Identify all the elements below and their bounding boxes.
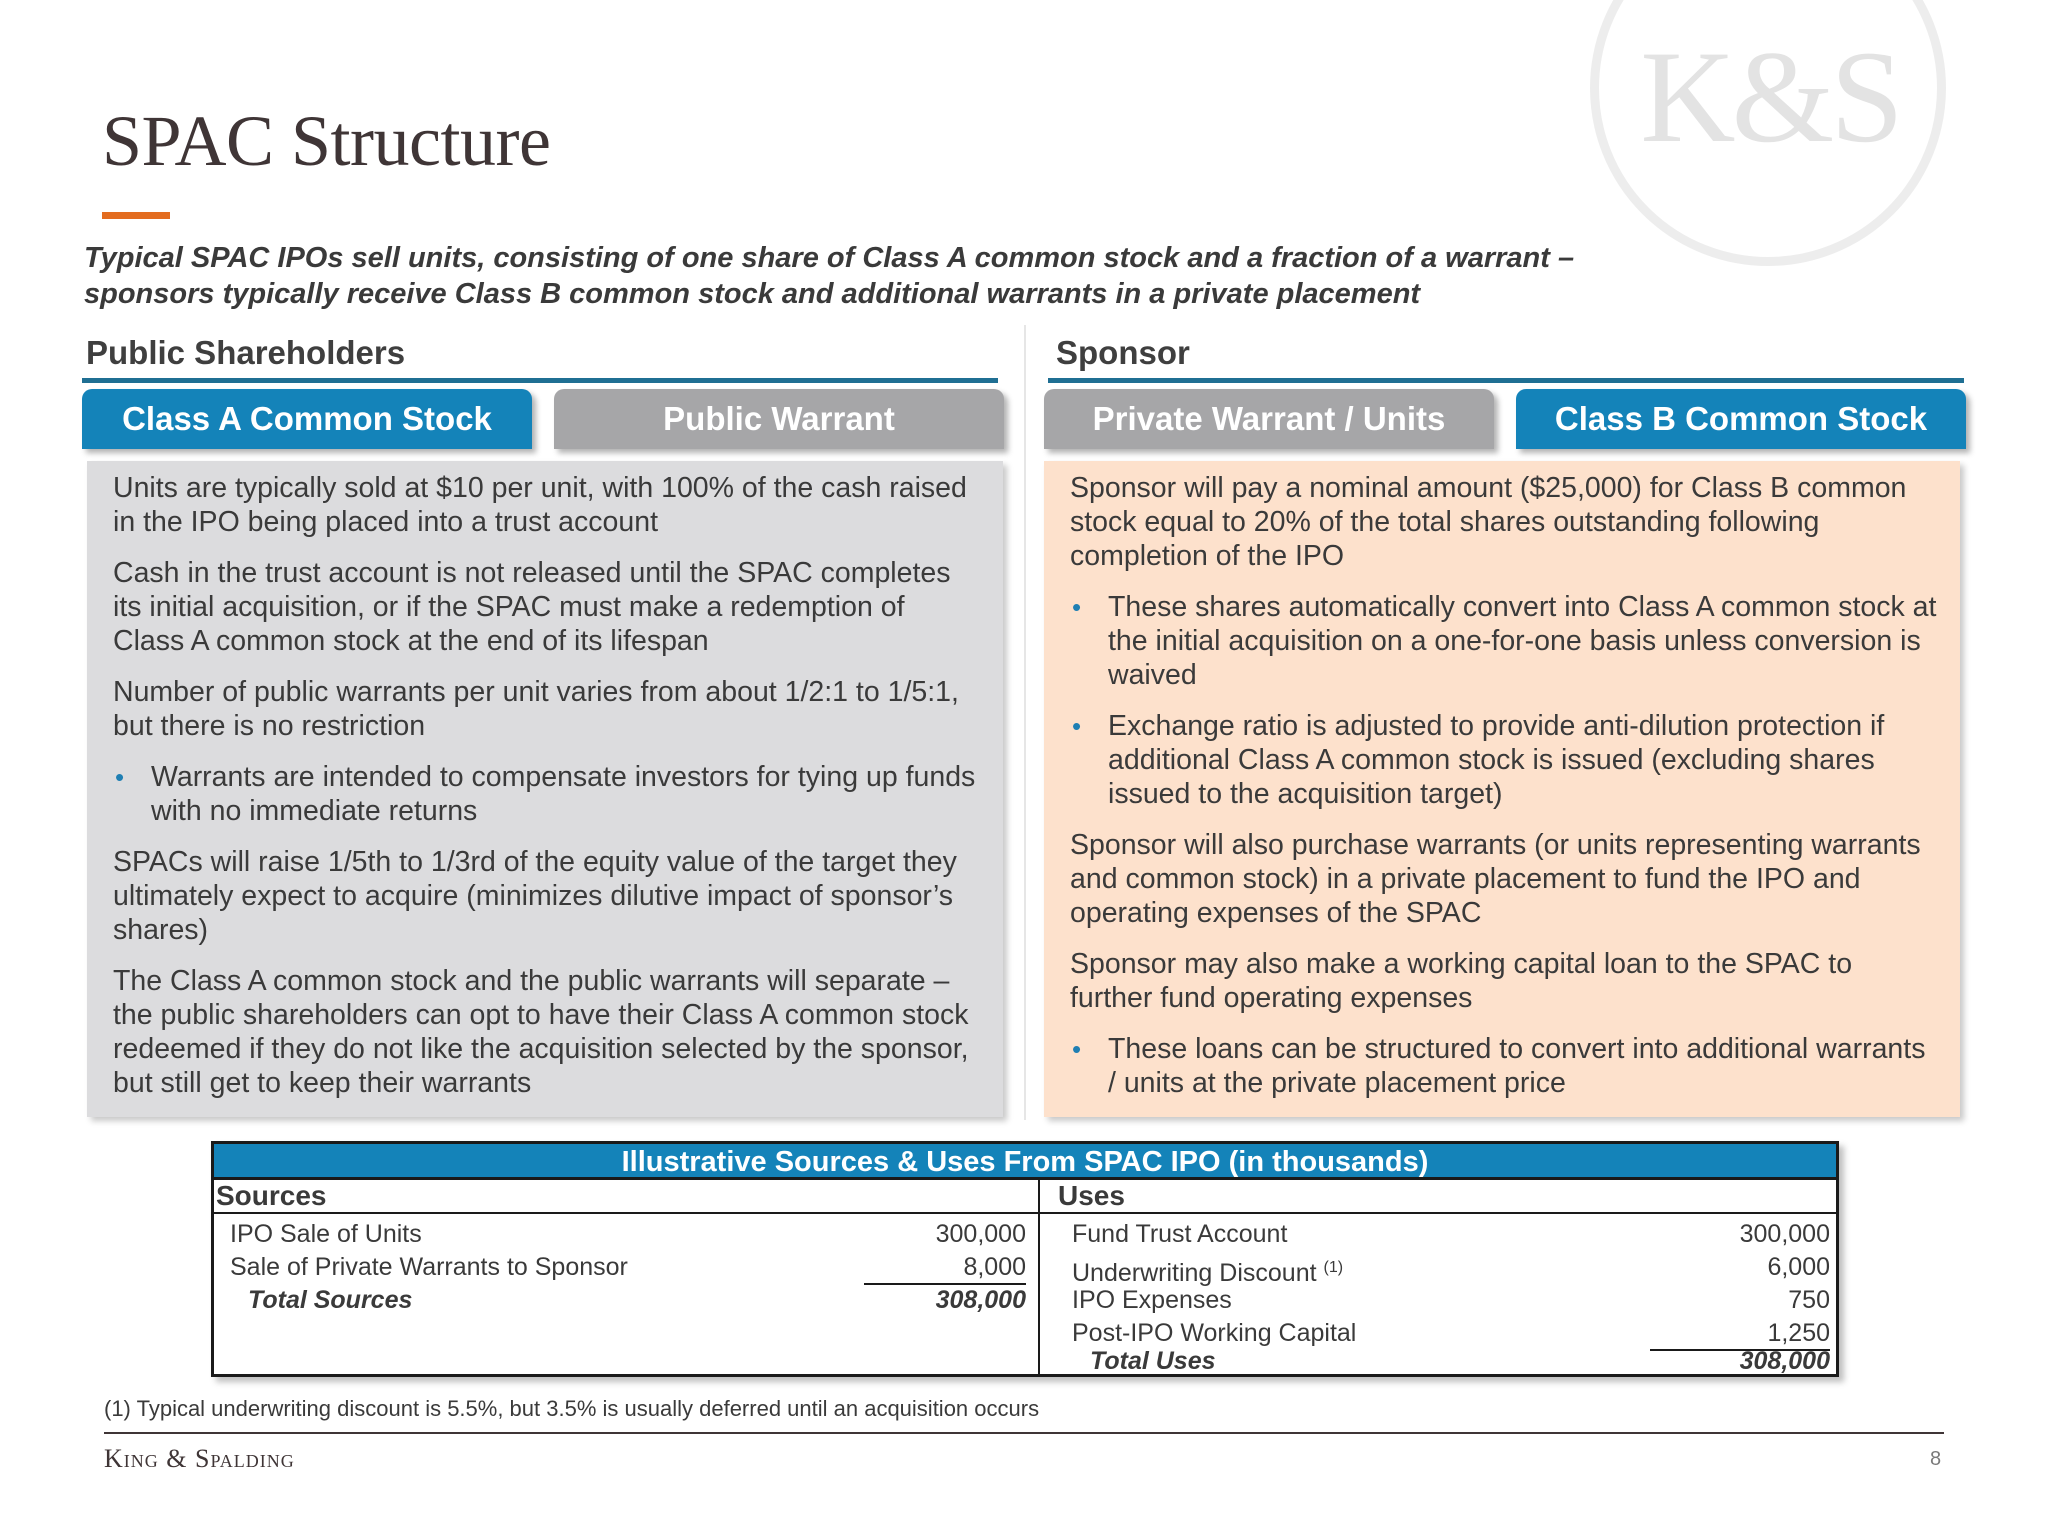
row-value: 750	[1788, 1286, 1830, 1314]
subtitle: Typical SPAC IPOs sell units, consisting of one share of Class A common stock and a fraction of a warrant – sponsors typically receive Class B common stock and additional warrants in a private placement	[84, 242, 1575, 310]
bullet-icon: •	[1072, 711, 1082, 741]
row-label: Sale of Private Warrants to Sponsor	[230, 1253, 628, 1281]
table-title: Illustrative Sources & Uses From SPAC IPO (in thousands)	[214, 1144, 1836, 1180]
row-value: 6,000	[1767, 1253, 1830, 1281]
sponsor-panel	[1044, 461, 1960, 1117]
public-paragraph: SPACs will raise 1/5th to 1/3rd of the equity value of the target they ultimately expect to acquire (minimizes dilutive impact of sponsor’s shares)	[113, 846, 957, 946]
tab-class-b-common-stock[interactable]: Class B Common Stock	[1516, 389, 1966, 449]
page-title: SPAC Structure	[102, 101, 551, 181]
public-paragraph: Cash in the trust account is not released until the SPAC completes its initial acquisition, or if the SPAC must make a redemption of Class A common stock at the end of its lifespan	[113, 557, 951, 657]
row-label: IPO Sale of Units	[230, 1220, 422, 1248]
public-bullet-item	[113, 760, 981, 828]
sponsor-bullet-item	[1070, 1032, 1938, 1100]
footer-brand-logo: King & Spalding	[104, 1444, 295, 1473]
uses-total-row	[1072, 1345, 1830, 1378]
row-value: 308,000	[935, 1286, 1026, 1314]
public-section-rule	[82, 378, 998, 383]
footnote-marker: (1)	[1323, 1259, 1344, 1276]
logo: K&S	[1640, 23, 1900, 170]
sources-header: Sources	[216, 1180, 327, 1211]
footnote: (1) Typical underwriting discount is 5.5%, but 3.5% is usually deferred until an acquisition occurs	[104, 1396, 1040, 1421]
row-label: Total Uses	[1090, 1347, 1216, 1375]
row-label-text: Underwriting Discount	[1072, 1259, 1317, 1287]
table-column-divider	[1038, 1180, 1040, 1374]
row-label: Total Sources	[248, 1286, 413, 1314]
bullet-text: These loans can be structured to convert into additional warrants / units at the private placement price	[1108, 1033, 1926, 1099]
table-row	[230, 1218, 1026, 1251]
page-number: 8	[1930, 1448, 1942, 1470]
uses-header: Uses	[1058, 1180, 1125, 1211]
row-value: 8,000	[963, 1253, 1026, 1281]
public-paragraph: Units are typically sold at $10 per unit, with 100% of the cash raised in the IPO being placed into a trust account	[113, 472, 967, 538]
center-divider	[1024, 325, 1026, 1120]
tab-private-warrant-units[interactable]: Private Warrant / Units	[1044, 389, 1494, 449]
footer-rule	[104, 1432, 1944, 1434]
sponsor-bullet-item	[1070, 590, 1938, 692]
public-paragraph: The Class A common stock and the public warrants will separate – the public shareholders can opt to have their Class A common stock redeemed if they do not like the acquisition selected by the sponsor, but still get to keep their warrants	[113, 965, 969, 1099]
bullet-icon: •	[1072, 592, 1082, 622]
table-row	[1072, 1284, 1830, 1317]
row-label: Fund Trust Account	[1072, 1220, 1288, 1248]
table-header-rule	[214, 1212, 1836, 1214]
table-row	[1072, 1218, 1830, 1251]
public-shareholders-panel	[87, 461, 1003, 1117]
public-paragraph: Number of public warrants per unit varies from about 1/2:1 to 1/5:1, but there is no restriction	[113, 676, 959, 742]
row-label: Post-IPO Working Capital	[1072, 1319, 1357, 1347]
bullet-icon: •	[1072, 1034, 1082, 1064]
title-accent-bar	[102, 212, 170, 219]
tab-class-a-common-stock[interactable]: Class A Common Stock	[82, 389, 532, 449]
row-value: 1,250	[1767, 1319, 1830, 1347]
sponsor-section-rule	[1048, 378, 1964, 383]
sponsor-heading: Sponsor	[1056, 334, 1190, 371]
row-value: 300,000	[935, 1220, 1026, 1248]
row-label: IPO Expenses	[1072, 1286, 1232, 1314]
table-row	[230, 1251, 1026, 1284]
table-row	[1072, 1251, 1830, 1287]
bullet-text: Exchange ratio is adjusted to provide anti-dilution protection if additional Class A common stock is issued (excluding shares issued to the acquisition target)	[1108, 710, 1885, 810]
sponsor-paragraph: Sponsor will also purchase warrants (or units representing warrants and common stock) in a private placement to fund the IPO and operating expenses of the SPAC	[1070, 829, 1921, 929]
bullet-text: Warrants are intended to compensate investors for tying up funds with no immediate returns	[151, 761, 976, 827]
sources-uses-table	[211, 1141, 1839, 1377]
sponsor-paragraph: Sponsor will pay a nominal amount ($25,000) for Class B common stock equal to 20% of the total shares outstanding following completion of the IPO	[1070, 472, 1907, 572]
sponsor-paragraph: Sponsor may also make a working capital loan to the SPAC to further fund operating expenses	[1070, 948, 1853, 1014]
bullet-icon: •	[115, 762, 125, 792]
bullet-text: These shares automatically convert into Class A common stock at the initial acquisition on a one-for-one basis unless conversion is waived	[1108, 591, 1937, 691]
row-value: 300,000	[1739, 1220, 1830, 1248]
tab-public-warrant[interactable]: Public Warrant	[554, 389, 1004, 449]
row-value: 308,000	[1739, 1347, 1830, 1375]
sources-total-row	[230, 1284, 1026, 1317]
sponsor-bullet-item	[1070, 709, 1938, 811]
public-shareholders-heading: Public Shareholders	[86, 334, 406, 371]
